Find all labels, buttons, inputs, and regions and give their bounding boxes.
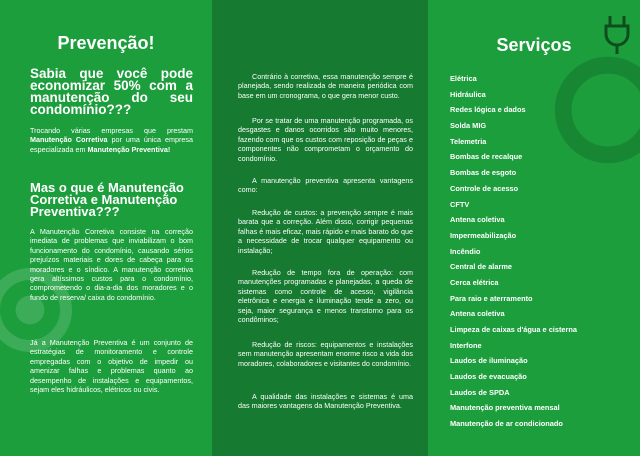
service-item: Incêndio [450,246,481,256]
lead-question: Sabia que você pode economizar 50% com a manutenção do seu condomínio??? [30,66,193,117]
services-list [450,71,577,432]
panel-title: Prevenção! [57,33,155,53]
intro-text: Trocando várias empresas que prestam [30,126,193,135]
service-item: CFTV [450,199,470,209]
panel-vantagens [212,0,428,456]
section-subheading: Mas o que é Manutenção Corretiva e Manutenção Preventiva??? [30,180,184,219]
middle-paragraph-7: A qualidade das instalações e sistemas é uma das maiores vantagens da Manutenção Preventiva. [238,392,413,411]
service-item: Antena coletiva [450,215,505,225]
service-item: Elétrica [450,74,477,83]
service-item: Para raio e aterramento [450,293,533,303]
service-item: Solda MIG [450,121,487,131]
panel-prevencao [0,0,212,456]
service-item: Bombas de recalque [450,152,523,162]
middle-paragraph-3: A manutenção preventiva apresenta vantagens como: [238,176,413,195]
panel-title: Serviços [496,35,572,55]
service-item: Manutenção de ar condicionado [450,419,563,429]
service-item: Hidráulica [450,89,486,99]
service-item: Laudos de evacuação [450,372,527,382]
service-item: Interfone [450,340,482,350]
service-item: Redes lógica e dados [450,105,526,115]
middle-paragraph-2: Por se tratar de uma manutenção programada, os desgastes e danos ocorridos são muito menores, fazendo com que os custos com reposição de peças e componentes não comprometam o orçamento do condomínio. [238,116,413,163]
intro-bold-corretiva: Manutenção Corretiva [30,135,108,145]
middle-paragraph-1: Contrário à corretiva, essa manutenção sempre é planejada, sendo realizada de maneira periódica com base em um cronograma, o que gera menor custo. [238,72,413,100]
service-item: Cerca elétrica [450,277,499,287]
service-item: Controle de acesso [450,183,519,193]
panel-servicos [428,0,640,456]
service-item: Antena coletiva [450,309,505,319]
corretiva-paragraph: A Manutenção Corretiva consiste na correção imediata de problemas que inviabilizam o bom funcionamento do condomínio, causando sérios prejuízos materiais e dores de cabeça para os moradores e o síndico. A manutenção corretiva gera altíssimos custos para o condomínio, comprometendo o dia-a-dia dos moradores e o fundo de reserva/ caixa do condomínio. [30,227,193,302]
service-item: Laudos de iluminação [450,356,528,366]
service-item: Impermeabilização [450,230,517,240]
service-item: Limpeza de caixas d'água e cisterna [450,325,578,334]
middle-paragraph-4: Redução de custos: a prevenção sempre é mais barata que a correção. Além disso, corrigir pequenas falhas é mais eficaz, mais rápido e mais barato do que a necessidade de trocar qualquer equipamento ou instalação; [238,208,413,255]
service-item: Manutenção preventiva mensal [450,403,560,413]
intro-paragraph [30,126,193,154]
service-item: Laudos de SPDA [450,387,510,397]
middle-paragraph-6: Redução de riscos: equipamentos e instalações sem manutenção apresentam enorme risco a vida dos moradores, colaboradores e visitantes do condomínio. [238,340,413,368]
service-item: Central de alarme [450,262,513,272]
preventiva-paragraph: Já a Manutenção Preventiva é um conjunto de estratégias de monitoramento e controle empregadas com o objetivo de impedir ou amenizar falhas e problemas quanto ao desempenho de instalações e equipamentos, sejam eles hidráulicos, elétricos ou civis. [30,338,193,395]
intro-bold-preventiva: Manutenção Preventiva! [87,144,171,154]
middle-paragraph-5: Redução de tempo fora de operação: com manutenções programadas e planejadas, a queda de sistemas como controle de acesso, vigilância eletrônica e energia e iluminação tende a zero, ou seja, maior segurança e menos transtorno para os condôminos; [238,268,413,325]
intro-text-mid: por uma única empresa especializada em [30,135,193,154]
service-item: Telemetria [450,136,487,146]
service-item: Bombas de esgoto [450,168,517,178]
